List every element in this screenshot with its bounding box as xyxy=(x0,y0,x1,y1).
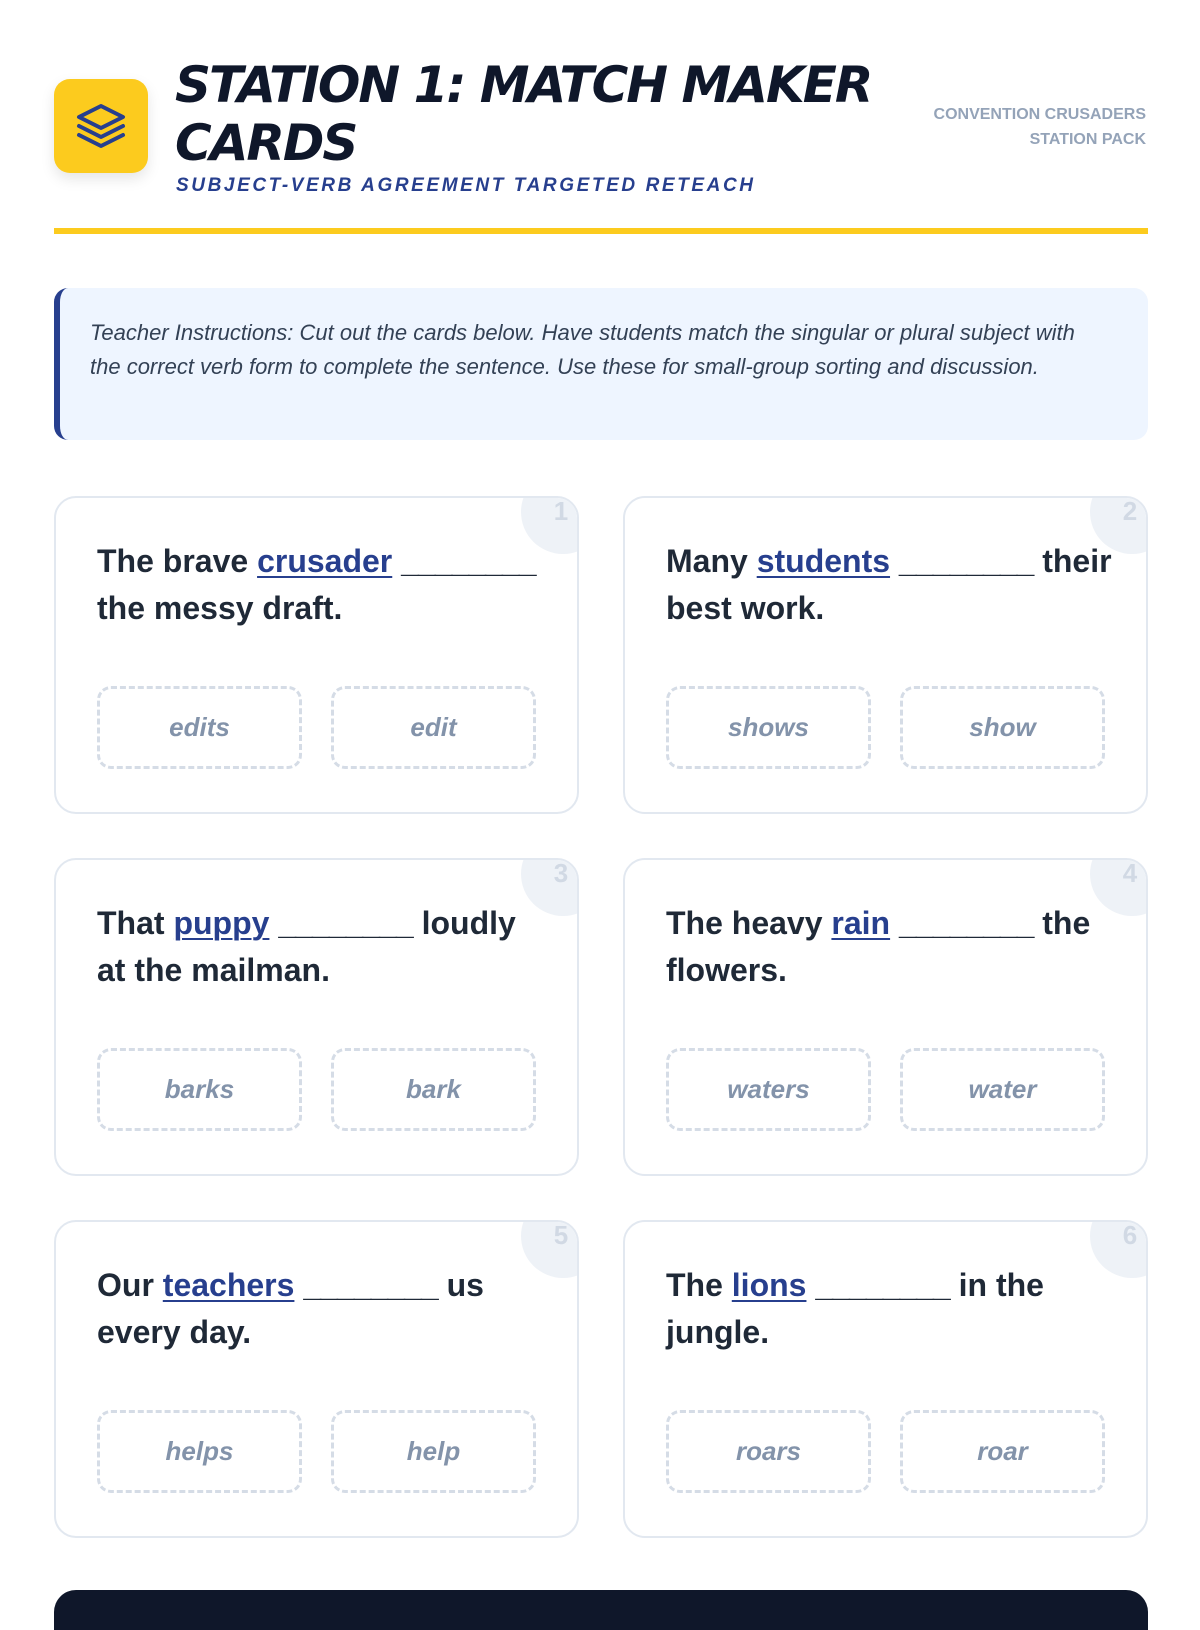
sentence-start: The brave xyxy=(97,543,258,579)
card-number: 2 xyxy=(1122,496,1138,526)
verb-option-singular[interactable]: waters xyxy=(666,1048,871,1131)
card-sentence xyxy=(97,900,547,994)
sentence-start: That xyxy=(97,905,174,941)
card-sentence xyxy=(666,1262,1116,1356)
verb-option-plural[interactable]: roar xyxy=(900,1410,1105,1493)
verb-options xyxy=(97,1410,537,1493)
match-card xyxy=(623,1220,1148,1538)
verb-options xyxy=(666,1410,1106,1493)
match-card xyxy=(54,858,579,1176)
verb-option-plural[interactable]: water xyxy=(900,1048,1105,1131)
sentence-subject: lions xyxy=(731,1267,807,1303)
match-card xyxy=(54,1220,579,1538)
station-pack-label xyxy=(934,102,1146,152)
sentence-space xyxy=(294,1267,303,1303)
card-number: 1 xyxy=(553,496,569,526)
teacher-instructions xyxy=(54,288,1148,440)
answer-blank: ________ xyxy=(815,1267,950,1303)
sentence-space xyxy=(392,543,401,579)
layers-icon xyxy=(54,79,148,173)
instructions-text: Teacher Instructions: Cut out the cards below. Have students match the singular or plural subject with the correct verb form to complete the sentence. Use these for small-group sorting and discussion. xyxy=(90,320,1075,379)
sentence-start: Our xyxy=(97,1267,163,1303)
sentence-subject: puppy xyxy=(173,905,270,941)
sentence-start: The heavy xyxy=(666,905,832,941)
sentence-end: their best work. xyxy=(666,543,1112,626)
verb-option-singular[interactable]: shows xyxy=(666,686,871,769)
card-sentence xyxy=(666,538,1116,632)
card-number: 3 xyxy=(553,858,569,888)
answer-blank: ________ xyxy=(898,905,1034,941)
sentence-end: in the jungle. xyxy=(666,1267,1044,1350)
sentence-subject: teachers xyxy=(162,1267,295,1303)
meta-line-1: CONVENTION CRUSADERS xyxy=(933,106,1146,123)
sentence-start: The xyxy=(666,1267,732,1303)
verb-option-singular[interactable]: helps xyxy=(97,1410,302,1493)
verb-options xyxy=(97,686,537,769)
sentence-space xyxy=(269,905,278,941)
answer-blank: ________ xyxy=(278,905,413,941)
match-card xyxy=(54,496,579,814)
sentence-end: us every day. xyxy=(97,1267,484,1350)
sentence-end: the flowers. xyxy=(666,905,1091,988)
sentence-start: Many xyxy=(666,543,757,579)
verb-option-singular[interactable]: roars xyxy=(666,1410,871,1493)
match-card xyxy=(623,496,1148,814)
answer-blank: ________ xyxy=(401,543,536,579)
sentence-space xyxy=(806,1267,815,1303)
card-sentence xyxy=(666,900,1116,994)
answer-blank: ________ xyxy=(303,1267,438,1303)
sentence-subject: crusader xyxy=(257,543,393,579)
card-number: 6 xyxy=(1122,1220,1138,1250)
verb-option-plural[interactable]: help xyxy=(331,1410,536,1493)
answer-blank: ________ xyxy=(898,543,1034,579)
verb-options xyxy=(666,1048,1106,1131)
sentence-end: loudly at the mailman. xyxy=(97,905,516,988)
footer-bar xyxy=(54,1590,1148,1630)
sentence-end: the messy draft. xyxy=(97,590,343,626)
card-sentence xyxy=(97,538,547,632)
sentence-space xyxy=(890,543,899,579)
card-number: 5 xyxy=(553,1220,569,1250)
sentence-subject: students xyxy=(756,543,891,579)
match-card xyxy=(623,858,1148,1176)
meta-line-2: STATION PACK xyxy=(1029,131,1146,148)
page-title: STATION 1: MATCH MAKER CARDS xyxy=(175,56,872,172)
verb-option-plural[interactable]: bark xyxy=(331,1048,536,1131)
verb-option-singular[interactable]: edits xyxy=(97,686,302,769)
card-sentence xyxy=(97,1262,547,1356)
page-subtitle: SUBJECT-VERB AGREEMENT TARGETED RETEACH xyxy=(176,175,756,196)
header-divider xyxy=(54,228,1148,234)
sentence-subject: rain xyxy=(831,905,891,941)
page-header xyxy=(54,50,1146,226)
verb-option-plural[interactable]: edit xyxy=(331,686,536,769)
verb-option-plural[interactable]: show xyxy=(900,686,1105,769)
verb-options xyxy=(97,1048,537,1131)
card-grid xyxy=(54,496,1148,1538)
verb-option-singular[interactable]: barks xyxy=(97,1048,302,1131)
verb-options xyxy=(666,686,1106,769)
sentence-space xyxy=(890,905,899,941)
card-number: 4 xyxy=(1122,858,1138,888)
